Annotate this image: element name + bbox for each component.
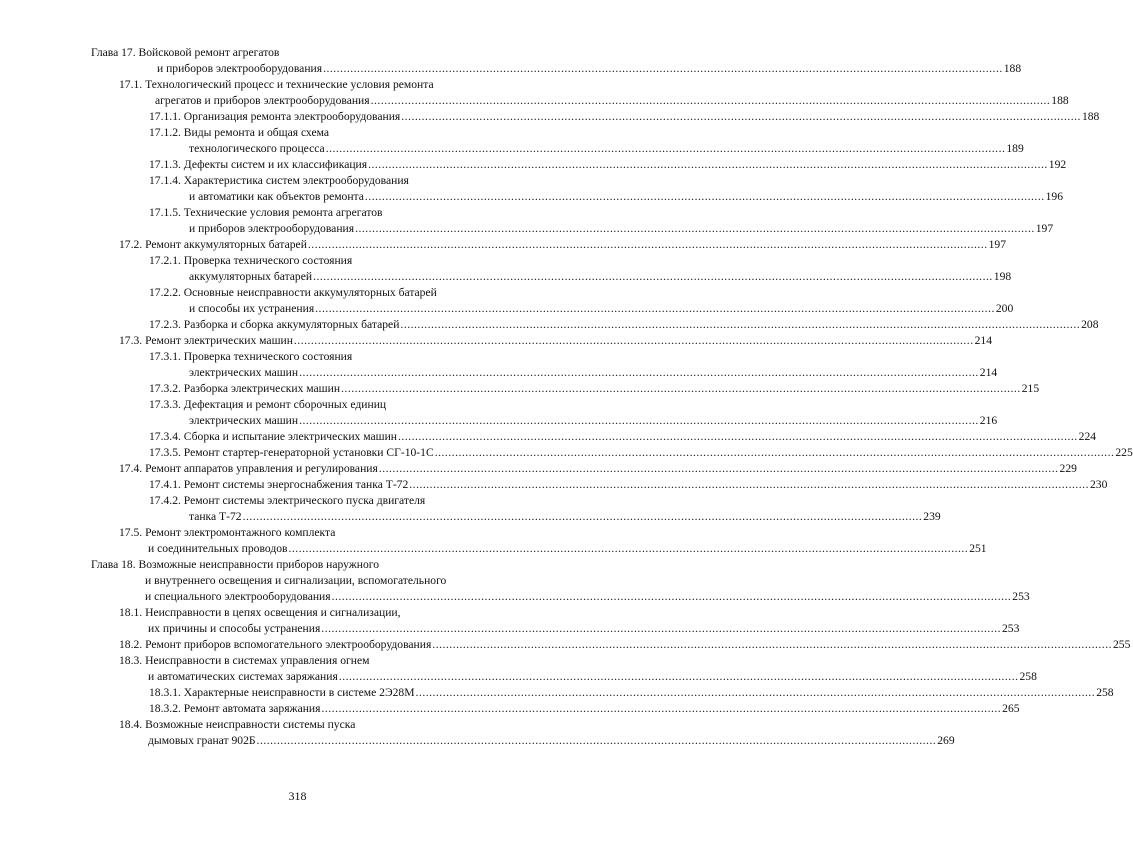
dot-leader: ........................................................................................................................................................................................................ (299, 366, 979, 379)
toc-entry-page: 251 (969, 542, 987, 555)
toc-entry-title: 17.2.3. Разборка и сборка аккумуляторных батарей (149, 318, 400, 331)
toc-entry-page: 198 (993, 270, 1012, 283)
toc-entry-line-last (0, 333, 992, 349)
toc-entry-title: 17.1. Технологический процесс и технические условия ремонта (119, 78, 434, 91)
toc-entry-line-last (0, 61, 1022, 77)
toc-entry-page: 189 (1006, 142, 1024, 155)
dot-leader: ........................................................................................................................................................................................................ (434, 446, 1115, 459)
toc-entry-title: дымовых гранат 902Б (148, 734, 256, 747)
toc-entry-title: 17.5. Ремонт электромонтажного комплекта (119, 526, 336, 539)
toc-entry-page: 192 (1048, 158, 1067, 171)
toc-entry[interactable] (0, 605, 1020, 637)
toc-entry[interactable] (0, 381, 1040, 397)
toc-entry-line-last (0, 317, 1099, 333)
page-number: 318 (288, 789, 307, 803)
toc-entry[interactable] (0, 445, 1133, 461)
toc-entry-line-last (0, 589, 1030, 605)
dot-leader: ........................................................................................................................................................................................................ (293, 334, 974, 347)
toc-entry[interactable] (0, 285, 1014, 317)
toc-entry-page: 200 (995, 302, 1014, 315)
toc-entry-title: Глава 17. Войсковой ремонт агрегатов (91, 46, 280, 59)
toc-entry-line-last (0, 669, 1037, 685)
toc-entry-line (0, 557, 595, 573)
toc-entry-line (0, 717, 595, 733)
toc-entry[interactable] (0, 253, 1012, 285)
toc-entry-title: 17.2. Ремонт аккумуляторных батарей (119, 238, 307, 251)
toc-entry-line (0, 173, 595, 189)
toc-entry-page: 230 (1089, 478, 1108, 491)
toc-entry-line-last (0, 221, 1054, 237)
toc-entry-line (0, 605, 595, 621)
toc-entry-title: и автоматических системах заряжания (148, 670, 338, 683)
dot-leader: ........................................................................................................................................................................................................ (321, 622, 1001, 635)
dot-leader: ........................................................................................................................................................................................................ (338, 670, 1019, 683)
toc-entry-title: 17.4.1. Ремонт системы энергоснабжения танка Т-72 (149, 478, 409, 491)
toc-entry-page: 215 (1021, 382, 1040, 395)
toc-entry[interactable] (0, 493, 941, 525)
toc-entry-line-last (0, 429, 1097, 445)
toc-entry-title: 18.2. Ремонт приборов вспомогательного электрооборудования (119, 638, 432, 651)
toc-entry-title: 17.1.4. Характеристика систем электрооборудования (149, 174, 409, 187)
toc-entry-line (0, 397, 595, 413)
toc-entry-line-last (0, 301, 1014, 317)
dot-leader: ........................................................................................................................................................................................................ (313, 270, 993, 283)
toc-entry[interactable] (0, 557, 1030, 605)
toc-entry-title: танка Т-72 (189, 510, 242, 523)
toc-entry-line-last (0, 685, 1114, 701)
dot-leader: ........................................................................................................................................................................................................ (325, 142, 1006, 155)
toc-entry-line-last (0, 189, 1063, 205)
toc-entry-title: технологического процесса (189, 142, 325, 155)
toc-entry[interactable] (0, 125, 1024, 157)
toc-entry-line-last (0, 733, 955, 749)
dot-leader: ........................................................................................................................................................................................................ (323, 62, 1003, 75)
toc-entry-line (0, 573, 595, 589)
toc-entry-page: 197 (1035, 222, 1054, 235)
toc-entry-line (0, 285, 595, 301)
toc-entry[interactable] (0, 461, 1077, 477)
toc-entry-title: 17.3.1. Проверка технического состояния (149, 350, 353, 363)
toc-entry-line-last (0, 381, 1040, 397)
toc-entry-title: 17.1.5. Технические условия ремонта агрегатов (149, 206, 383, 219)
toc-entry-page: 258 (1019, 670, 1037, 683)
toc-entry-title: и соединительных проводов (148, 542, 288, 555)
toc-entry-page: 258 (1096, 686, 1114, 699)
toc-entry-title: и внутреннего освещения и сигнализации, вспомогательного (145, 574, 447, 587)
toc-entry-page: 224 (1078, 430, 1097, 443)
dot-leader: ........................................................................................................................................................................................................ (299, 414, 979, 427)
toc-entry-title: 18.3. Неисправности в системах управления огнем (119, 654, 370, 667)
toc-entry-line-last (0, 461, 1077, 477)
toc-entry-line (0, 77, 595, 93)
dot-leader: ........................................................................................................................................................................................................ (378, 462, 1059, 475)
toc-entry[interactable] (0, 157, 1067, 173)
toc-entry-line-last (0, 93, 1069, 109)
toc-entry-line (0, 349, 595, 365)
toc-entry-title: 17.2.1. Проверка технического состояния (149, 254, 353, 267)
toc-entry-line (0, 205, 595, 221)
dot-leader: ........................................................................................................................................................................................................ (256, 734, 937, 747)
toc-entry-title: 18.1. Неисправности в цепях освещения и сигнализации, (119, 606, 401, 619)
dot-leader: ........................................................................................................................................................................................................ (432, 638, 1112, 651)
dot-leader: ........................................................................................................................................................................................................ (368, 158, 1048, 171)
toc-entry-title: их причины и способы устранения (148, 622, 321, 635)
dot-leader: ........................................................................................................................................................................................................ (401, 110, 1081, 123)
toc-entry-title: 17.4. Ремонт аппаратов управления и регулирования (119, 462, 378, 475)
toc-entry-title: 18.4. Возможные неисправности системы пуска (119, 718, 356, 731)
toc-entry-line (0, 253, 595, 269)
toc-entry-line-last (0, 237, 1006, 253)
toc-entry-title: 17.4.2. Ремонт системы электрического пуска двигателя (149, 494, 426, 507)
dot-leader: ........................................................................................................................................................................................................ (364, 190, 1045, 203)
toc-entry[interactable] (0, 477, 1108, 493)
toc-entry-page: 269 (937, 734, 955, 747)
toc-entry[interactable] (0, 317, 1099, 333)
toc-entry-title: электрических машин (189, 366, 299, 379)
dot-leader: ........................................................................................................................................................................................................ (370, 94, 1051, 107)
toc-entry-title: и специального электрооборудования (145, 590, 331, 603)
dot-leader: ........................................................................................................................................................................................................ (307, 238, 988, 251)
toc-entry-title: 17.3.2. Разборка электрических машин (149, 382, 341, 395)
toc-entry-line-last (0, 109, 1100, 125)
toc-entry-line (0, 493, 595, 509)
toc-entry[interactable] (0, 653, 1037, 685)
dot-leader: ........................................................................................................................................................................................................ (397, 430, 1078, 443)
toc-entry[interactable] (0, 685, 1114, 701)
toc-entry-line-last (0, 541, 987, 557)
toc-entry-page: 229 (1059, 462, 1077, 475)
toc-entry-line (0, 653, 595, 669)
toc-entry-title: 18.3.2. Ремонт автомата заряжания (149, 702, 321, 715)
dot-leader: ........................................................................................................................................................................................................ (288, 542, 969, 555)
toc-entry-title: 17.1.3. Дефекты систем и их классификация (149, 158, 368, 171)
toc-entry-page: 265 (1002, 702, 1020, 715)
toc-entry[interactable] (0, 237, 1006, 253)
toc-entry-title: электрических машин (189, 414, 299, 427)
toc-entry[interactable] (0, 717, 955, 749)
toc-entry[interactable] (0, 45, 1022, 77)
toc-entry-line-last (0, 141, 1024, 157)
toc-entry-title: 17.1.2. Виды ремонта и общая схема (149, 126, 329, 139)
toc-entry-page: 188 (1051, 94, 1069, 107)
toc-entry-page: 188 (1003, 62, 1022, 75)
toc-entry-page: 196 (1045, 190, 1063, 203)
toc-entry-title: 17.3.5. Ремонт стартер-генераторной установки СГ-10-1С (149, 446, 434, 459)
toc-entry-title: агрегатов и приборов электрооборудования (155, 94, 370, 107)
toc-entry-title: 18.3.1. Характерные неисправности в системе 2Э28М (149, 686, 415, 699)
dot-leader: ........................................................................................................................................................................................................ (415, 686, 1096, 699)
toc-entry-line-last (0, 701, 1020, 717)
toc-entry[interactable] (0, 701, 1020, 717)
toc-entry[interactable] (0, 109, 1100, 125)
toc-entry-page: 255 (1113, 638, 1131, 651)
dot-leader: ........................................................................................................................................................................................................ (355, 222, 1035, 235)
toc-entry-line-last (0, 413, 998, 429)
toc-entry-title: 17.2.2. Основные неисправности аккумуляторных батарей (149, 286, 437, 299)
toc-entry-line (0, 125, 595, 141)
toc-entry-page: 197 (988, 238, 1006, 251)
toc-entry-line-last (0, 365, 998, 381)
toc-entry[interactable] (0, 397, 998, 429)
toc-entry-title: 17.3.3. Дефектация и ремонт сборочных единиц (149, 398, 387, 411)
toc-entry-line-last (0, 637, 1131, 653)
toc-entry-line-last (0, 269, 1012, 285)
dot-leader: ........................................................................................................................................................................................................ (409, 478, 1089, 491)
dot-leader: ........................................................................................................................................................................................................ (331, 590, 1012, 603)
table-of-contents (0, 45, 1133, 749)
dot-leader: ........................................................................................................................................................................................................ (341, 382, 1021, 395)
toc-entry[interactable] (0, 637, 1131, 653)
toc-entry-line-last (0, 157, 1067, 173)
toc-entry-page: 253 (1012, 590, 1030, 603)
dot-leader: ........................................................................................................................................................................................................ (242, 510, 923, 523)
toc-entry-page: 214 (979, 366, 998, 379)
toc-entry-page: 239 (923, 510, 941, 523)
toc-entry-line-last (0, 509, 941, 525)
toc-entry-page: 216 (979, 414, 998, 427)
toc-entry-page: 214 (974, 334, 992, 347)
toc-entry-title: 17.1.1. Организация ремонта электрооборудования (149, 110, 401, 123)
dot-leader: ........................................................................................................................................................................................................ (400, 318, 1081, 331)
toc-entry[interactable] (0, 173, 1063, 205)
toc-entry-title: и автоматики как объектов ремонта (189, 190, 364, 203)
toc-entry-title: и приборов электрооборудования (189, 222, 355, 235)
toc-entry-title: 17.3. Ремонт электрических машин (119, 334, 293, 347)
toc-entry-title: и приборов электрооборудования (157, 62, 323, 75)
toc-entry-title: 17.3.4. Сборка и испытание электрических машин (149, 430, 397, 443)
toc-entry-line (0, 45, 595, 61)
toc-entry-title: аккумуляторных батарей (189, 270, 313, 283)
toc-entry-page: 225 (1115, 446, 1133, 459)
toc-entry[interactable] (0, 429, 1097, 445)
toc-entry-title: Глава 18. Возможные неисправности приборов наружного (91, 558, 380, 571)
toc-entry-page: 188 (1081, 110, 1100, 123)
toc-entry-page: 208 (1081, 318, 1099, 331)
dot-leader: ........................................................................................................................................................................................................ (315, 302, 995, 315)
toc-entry[interactable] (0, 333, 992, 349)
toc-entry-page: 253 (1001, 622, 1020, 635)
toc-entry-line-last (0, 477, 1108, 493)
toc-entry[interactable] (0, 349, 998, 381)
toc-entry-line-last (0, 445, 1133, 461)
toc-entry[interactable] (0, 525, 987, 557)
toc-entry-line (0, 525, 595, 541)
toc-entry-title: и способы их устранения (189, 302, 315, 315)
dot-leader: ........................................................................................................................................................................................................ (321, 702, 1002, 715)
toc-entry-line-last (0, 621, 1020, 637)
toc-entry[interactable] (0, 205, 1054, 237)
toc-entry[interactable] (0, 77, 1069, 109)
